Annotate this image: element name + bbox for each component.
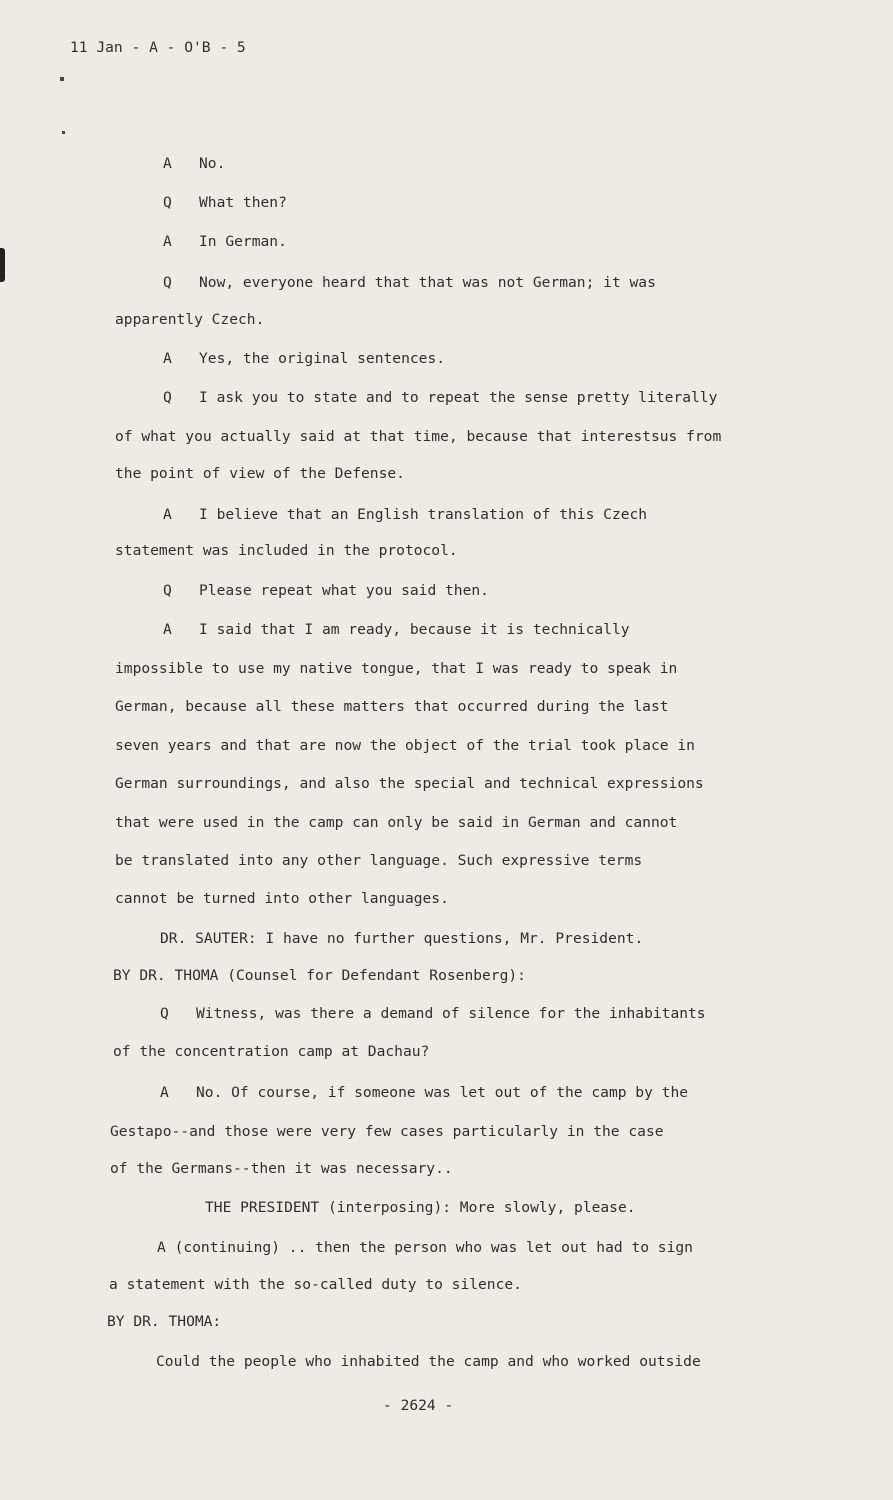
speaker-label: A: [163, 621, 172, 638]
examiner-heading: BY DR. THOMA:: [107, 1313, 222, 1330]
speaker-line: THE PRESIDENT (interposing): More slowly, please.: [205, 1199, 636, 1216]
question-line: [163, 194, 287, 212]
line-text: No. Of course, if someone was let out of the camp by the: [196, 1084, 689, 1101]
question-line: [160, 1005, 706, 1023]
line-text: Yes, the original sentences.: [199, 350, 446, 367]
line-text: I said that I am ready, because it is technically: [199, 621, 630, 638]
text-line: Could the people who inhabited the camp and who worked outside: [156, 1353, 701, 1370]
stray-mark: [60, 77, 64, 81]
line-text: I believe that an English translation of this Czech: [199, 506, 648, 523]
line-text: No.: [199, 155, 226, 172]
answer-line: [163, 621, 630, 639]
text-line: German, because all these matters that occurred during the last: [115, 698, 669, 715]
answer-line: [163, 155, 225, 173]
question-line: [163, 274, 656, 292]
text-line: the point of view of the Defense.: [115, 465, 405, 482]
speaker-line: DR. SAUTER: I have no further questions, Mr. President.: [160, 930, 644, 947]
speaker-label: Q: [160, 1005, 169, 1022]
text-line: cannot be turned into other languages.: [115, 890, 449, 907]
text-line: Gestapo--and those were very few cases particularly in the case: [110, 1123, 664, 1140]
line-text: I ask you to state and to repeat the sense pretty literally: [199, 389, 718, 406]
answer-line: [163, 233, 287, 251]
text-line: apparently Czech.: [115, 311, 265, 328]
speaker-label: A: [163, 350, 172, 367]
header-reference: 11 Jan - A - O'B - 5: [70, 39, 246, 56]
text-line: a statement with the so-called duty to silence.: [109, 1276, 522, 1293]
text-line: seven years and that are now the object of the trial took place in: [115, 737, 695, 754]
answer-line: [163, 506, 647, 524]
page-number: - 2624 -: [383, 1397, 454, 1414]
question-line: [163, 582, 489, 600]
text-line: of the Germans--then it was necessary..: [110, 1160, 453, 1177]
speaker-label: Q: [163, 582, 172, 599]
text-line: be translated into any other language. Such expressive terms: [115, 852, 643, 869]
question-line: [163, 389, 717, 407]
line-text: What then?: [199, 194, 287, 211]
line-text: Now, everyone heard that that was not German; it was: [199, 274, 656, 291]
speaker-label: Q: [163, 194, 172, 211]
speaker-label: A: [163, 233, 172, 250]
text-line: statement was included in the protocol.: [115, 542, 458, 559]
speaker-label: A: [163, 155, 172, 172]
speaker-label: A: [163, 506, 172, 523]
line-text: In German.: [199, 233, 287, 250]
binding-mark: [0, 248, 5, 282]
text-line: German surroundings, and also the special and technical expressions: [115, 775, 704, 792]
text-line: A (continuing) .. then the person who was let out had to sign: [157, 1239, 693, 1256]
examiner-heading: BY DR. THOMA (Counsel for Defendant Rosenberg):: [113, 967, 526, 984]
text-line: impossible to use my native tongue, that I was ready to speak in: [115, 660, 678, 677]
answer-line: [160, 1084, 688, 1102]
speaker-label: A: [160, 1084, 169, 1101]
text-line: that were used in the camp can only be said in German and cannot: [115, 814, 678, 831]
answer-line: [163, 350, 445, 368]
text-line: of the concentration camp at Dachau?: [113, 1043, 430, 1060]
speaker-label: Q: [163, 389, 172, 406]
stray-mark: [62, 131, 65, 134]
speaker-label: Q: [163, 274, 172, 291]
text-line: of what you actually said at that time, because that interestsus from: [115, 428, 722, 445]
line-text: Please repeat what you said then.: [199, 582, 489, 599]
line-text: Witness, was there a demand of silence for the inhabitants: [196, 1005, 706, 1022]
